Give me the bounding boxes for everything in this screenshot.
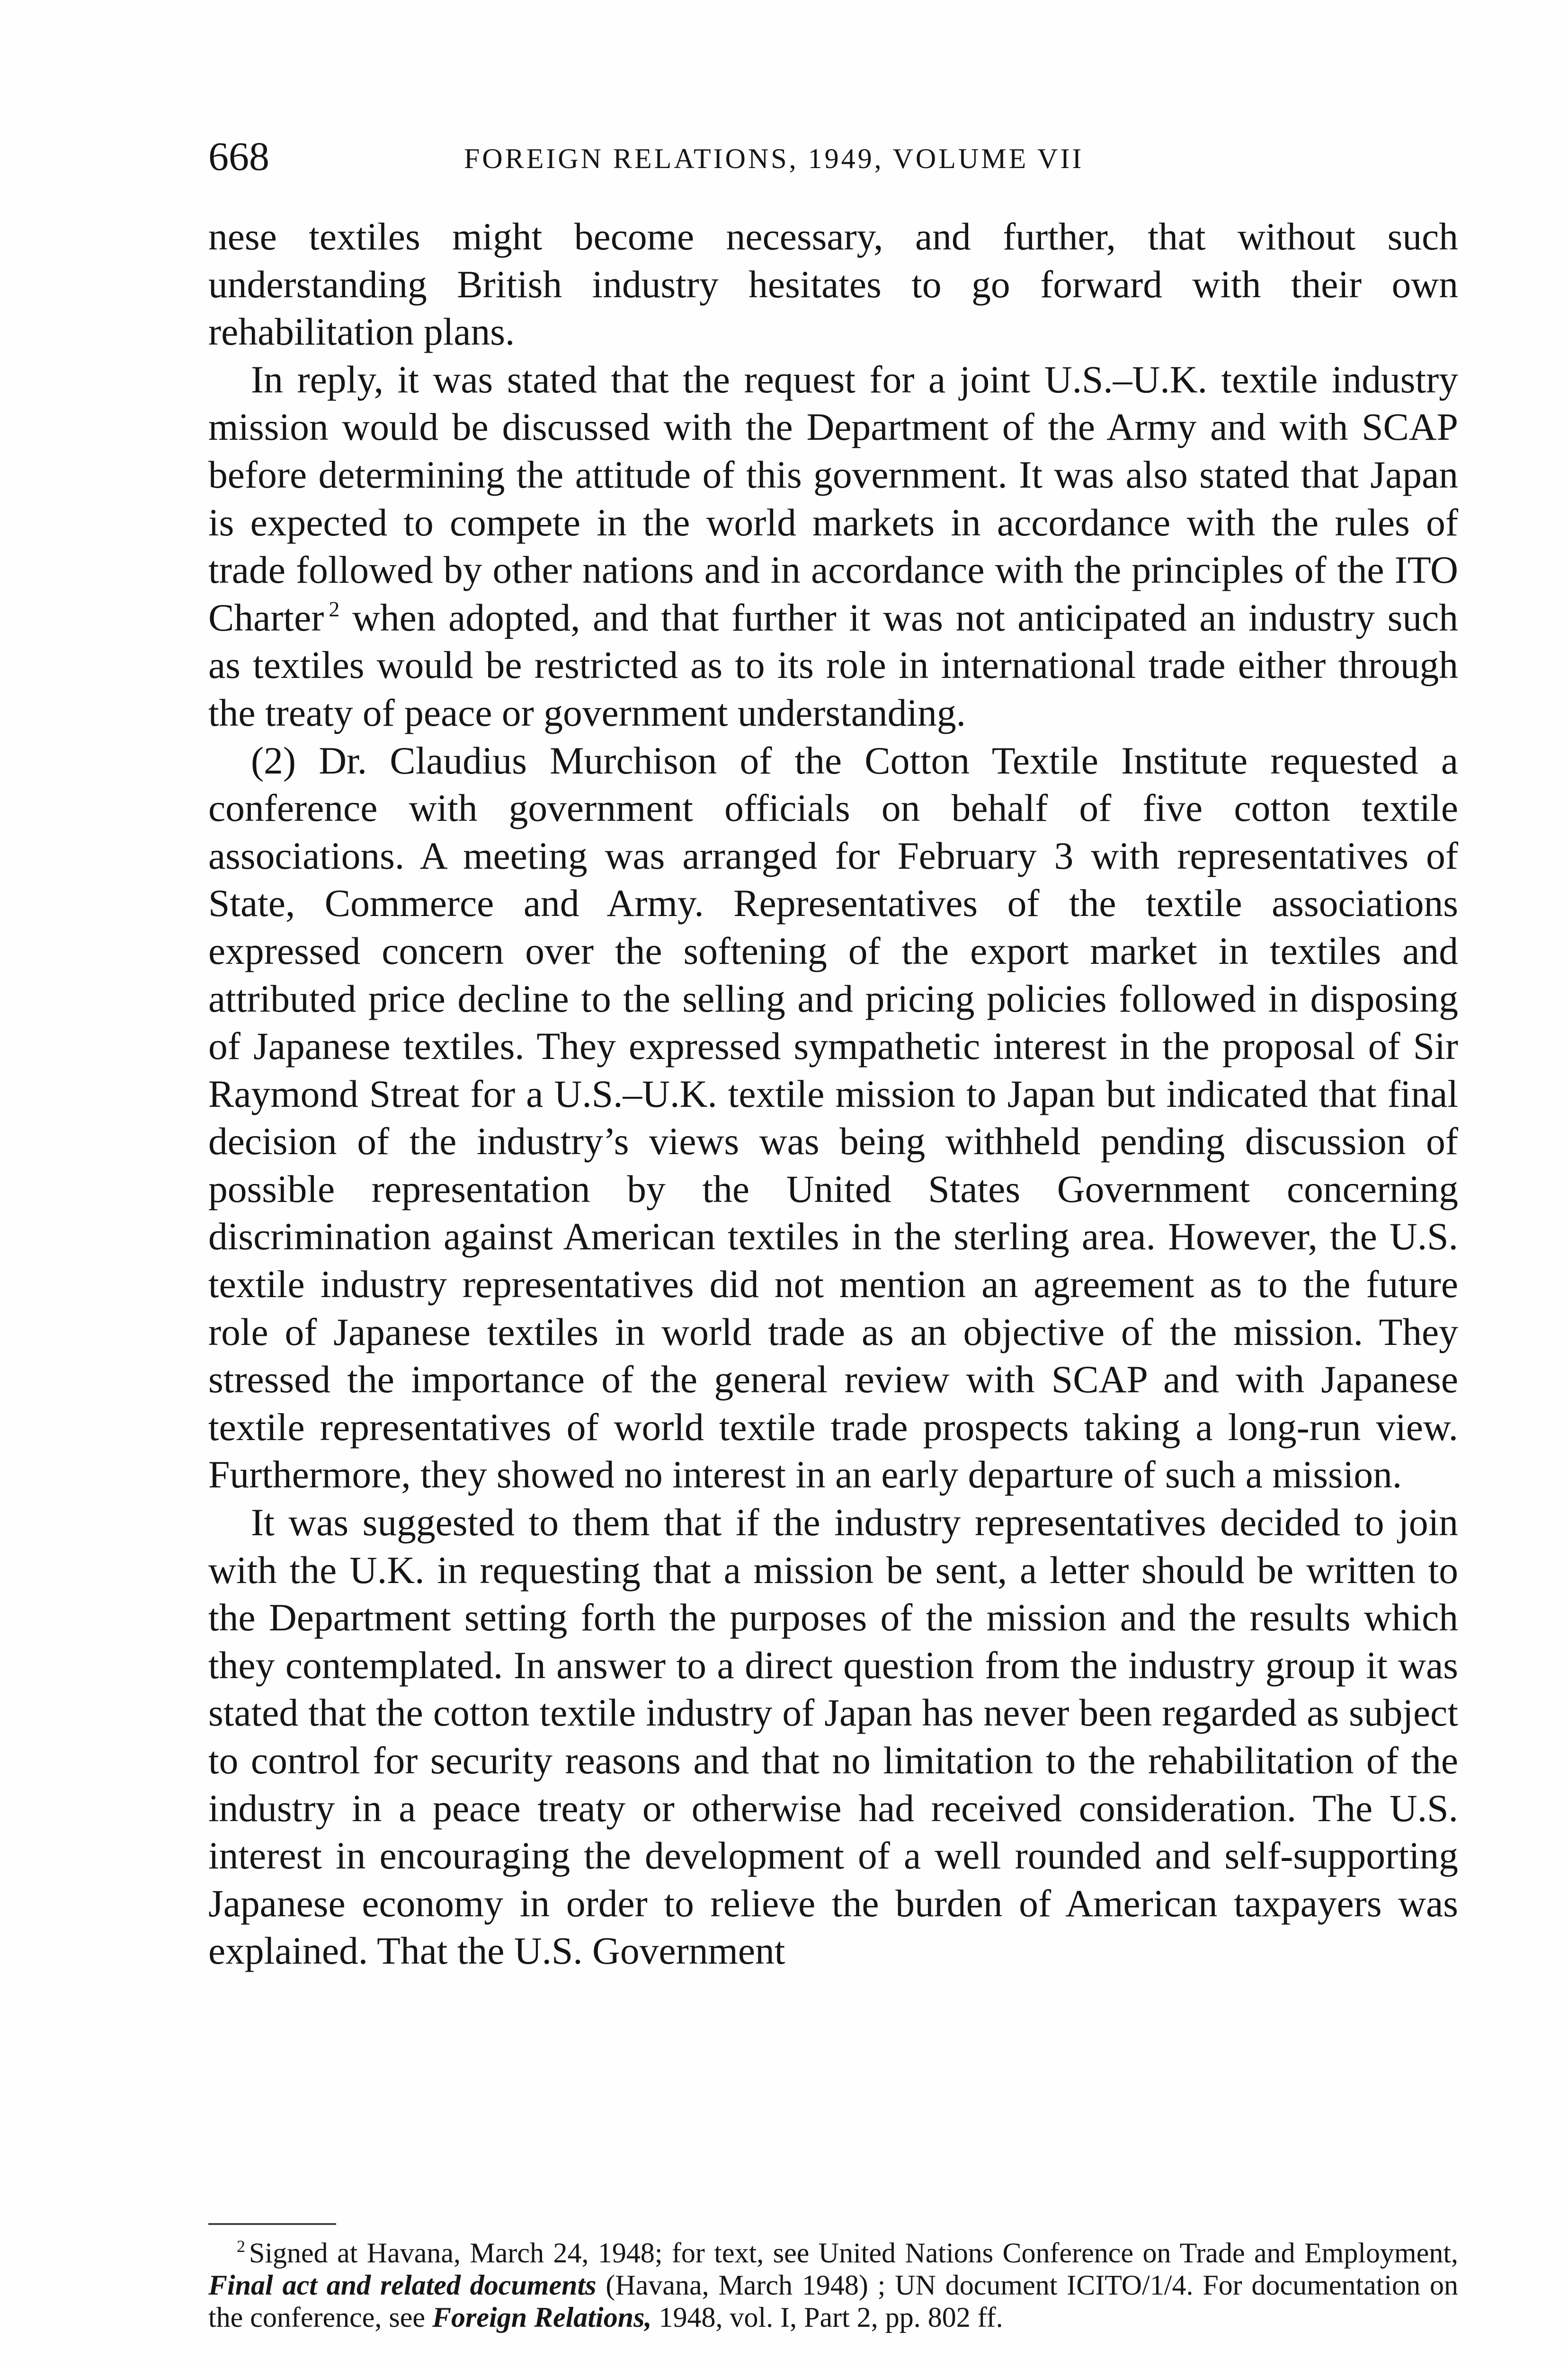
footnote-text-a: Signed at Havana, March 24, 1948; for text, see United Nations Conference on Trade and Employment, — [249, 2237, 1458, 2269]
footnote — [208, 2237, 1458, 2333]
running-head-title: FOREIGN RELATIONS, 1949, VOLUME VII — [464, 143, 1084, 174]
footnote-text-b: (Havana, March 1948) ; UN document ICITO/1/4. For documentation on the conference, see — [208, 2269, 1458, 2333]
footnote-reference: 2 — [329, 596, 340, 621]
footnote-text-c: 1948, vol. I, Part 2, pp. 802 ff. — [659, 2302, 1003, 2333]
body-text — [208, 213, 1458, 1975]
footnote-series-title: Foreign Relations, — [432, 2302, 652, 2333]
footnote-document-title: Final act and related documents — [208, 2269, 597, 2301]
page-number: 668 — [208, 133, 269, 179]
footnote-mark: 2 — [237, 2237, 245, 2256]
paragraph-reply-text-b: when adopted, and that further it was not anticipated an industry such as textiles would be restricted as to its role in international trade either through the treaty of peace or government understanding. — [208, 596, 1458, 734]
footnote-divider — [208, 2223, 336, 2225]
paragraph-continued: nese textiles might become necessary, and further, that without such understanding British industry hesitates to go forward with their own rehabilitation plans. — [208, 215, 1458, 354]
running-head — [208, 130, 1458, 187]
paragraph-suggestion: It was suggested to them that if the industry representatives decided to join with the U.K. in requesting that a mission be sent, a letter should be written to the Department setting forth the purposes of the mission and the results which they contemplated. In answer to a direct question from the industry group it was stated that the cotton textile industry of Japan has never been regarded as subject to control for security reasons and that no limitation to the rehabilitation of the industry in a peace treaty or otherwise had received consideration. The U.S. interest in encouraging the development of a well rounded and self-supporting Japanese economy in order to relieve the burden of American taxpayers was explained. That the U.S. Government — [208, 1501, 1458, 1973]
paragraph-reply-text-a: In reply, it was stated that the request for a joint U.S.–U.K. textile industry mission would be discussed with the Department of the Army and with SCAP before determining the attitude of this government. It was also stated that Japan is expected to compete in the world markets in accordance with the rules of trade followed by other nations and in accordance with the principles of the ITO Charter — [208, 357, 1458, 639]
paragraph-reply — [208, 356, 1458, 737]
footnote-text — [208, 2237, 1458, 2333]
paragraph-murchison: (2) Dr. Claudius Murchison of the Cotton Textile Institute requested a conference with government officials on behalf of five cotton textile associations. A meeting was arranged for February 3 with representatives of State, Commerce and Army. Representatives of the textile associations expressed concern over the softening of the export market in textiles and attributed price decline to the selling and pricing policies followed in disposing of Japanese textiles. They expressed sympathetic interest in the proposal of Sir Raymond Streat for a U.S.–U.K. textile mission to Japan but indicated that final decision of the industry’s views was being withheld pending discussion of possible representation by the United States Government concerning discrimination against American textiles in the sterling area. However, the U.S. textile industry representatives did not mention an agreement as to the future role of Japanese textiles in world trade as an objective of the mission. They stressed the importance of the general review with SCAP and with Japanese textile representatives of world textile trade prospects taking a long-run view. Furthermore, they showed no interest in an early departure of such a mission. — [208, 739, 1458, 1496]
